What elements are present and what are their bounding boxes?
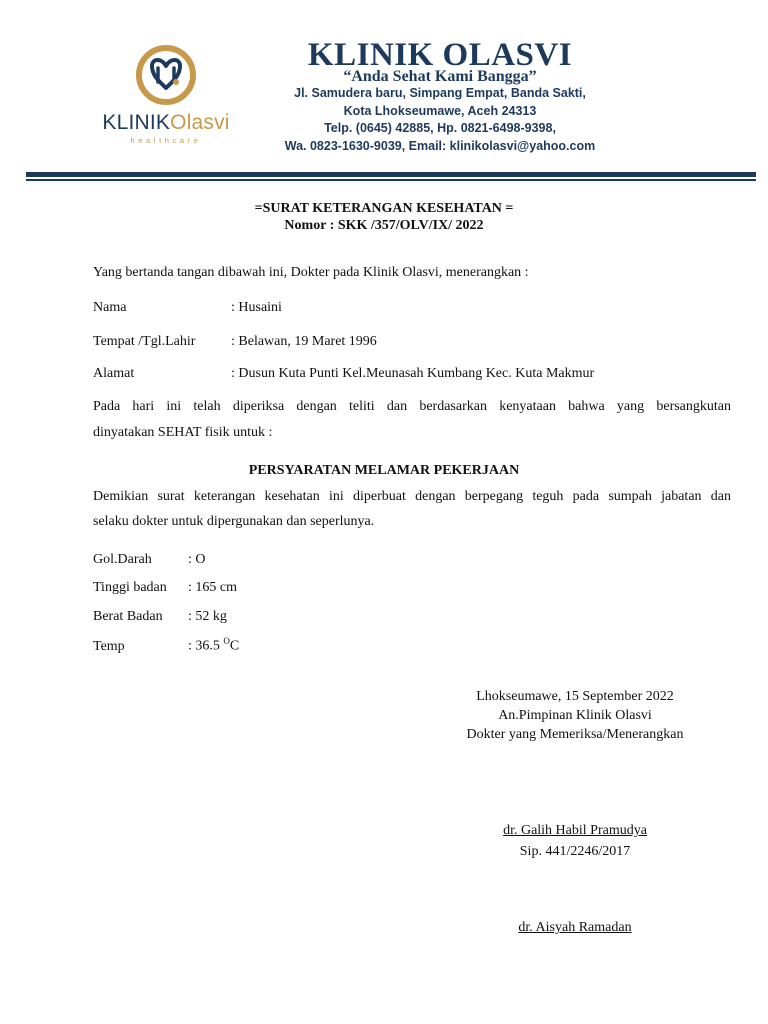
header-divider-thin <box>26 179 756 181</box>
field-value-address: : Dusun Kuta Punti Kel.Meunasah Kumbang Kec. Kuta Makmur <box>231 366 595 381</box>
place-date: Lhokseumawe, 15 September 2022 <box>476 689 674 704</box>
purpose-heading: PERSYARATAN MELAMAR PEKERJAAN <box>248 463 520 478</box>
vital-value-height: : 165 cm <box>188 580 237 595</box>
closing-line-1: Demikian surat keterangan kesehatan ini diperbuat dengan berpegang teguh pada sumpah jabatan dan <box>93 489 731 504</box>
letter-title: =SURAT KETERANGAN KESEHATAN = <box>254 201 514 216</box>
address-line-2: Kota Lhokseumawe, Aceh 24313 <box>343 104 537 118</box>
doctor-name: dr. Galih Habil Pramudya <box>503 823 647 838</box>
on-behalf: An.Pimpinan Klinik Olasvi <box>498 708 652 723</box>
second-doctor-name: dr. Aisyah Ramadan <box>518 920 632 935</box>
contact-line-1: Telp. (0645) 42885, Hp. 0821-6498-9398, <box>324 121 556 135</box>
header-divider-thick <box>26 172 756 177</box>
clinic-tagline: “Anda Sehat Kami Bangga” <box>343 68 537 85</box>
vital-label-temp: Temp <box>93 639 125 654</box>
logo-wordmark: KLINIKOlasvi <box>102 111 230 134</box>
field-label-address: Alamat <box>93 366 135 381</box>
doctor-sip: Sip. 441/2246/2017 <box>519 844 631 859</box>
contact-line-2: Wa. 0823-1630-9039, Email: klinikolasvi@yahoo.com <box>284 139 596 153</box>
vital-value-blood: : O <box>188 552 206 567</box>
address-line-1: Jl. Samudera baru, Simpang Empat, Banda Sakti, <box>294 86 586 100</box>
closing-line-2: selaku dokter untuk dipergunakan dan seperlunya. <box>93 514 375 529</box>
signer-role: Dokter yang Memeriksa/Menerangkan <box>466 727 684 742</box>
vital-value-weight: : 52 kg <box>188 609 227 624</box>
vital-label-blood: Gol.Darah <box>93 552 152 567</box>
vital-value-temp: : 36.5 $^O$C <box>188 636 240 654</box>
vital-label-height: Tinggi badan <box>93 580 167 595</box>
logo-subtitle: healthcare <box>130 136 202 145</box>
field-label-birth: Tempat /Tgl.Lahir <box>93 334 196 349</box>
letter-number: Nomor : SKK /357/OLV/IX/ 2022 <box>284 218 484 233</box>
exam-statement-line-2: dinyatakan SEHAT fisik untuk : <box>93 425 273 440</box>
field-value-birth: : Belawan, 19 Maret 1996 <box>231 334 377 349</box>
clinic-name: KLINIK OLASVI <box>307 37 573 73</box>
field-value-name: : Husaini <box>231 300 282 315</box>
exam-statement-line-1: Pada hari ini telah diperiksa dengan teliti dan berdasarkan kenyataan bahwa yang bersangkutan <box>93 399 731 414</box>
intro-text: Yang bertanda tangan dibawah ini, Dokter pada Klinik Olasvi, menerangkan : <box>93 265 529 280</box>
field-label-name: Nama <box>93 300 127 315</box>
vital-label-weight: Berat Badan <box>93 609 163 624</box>
